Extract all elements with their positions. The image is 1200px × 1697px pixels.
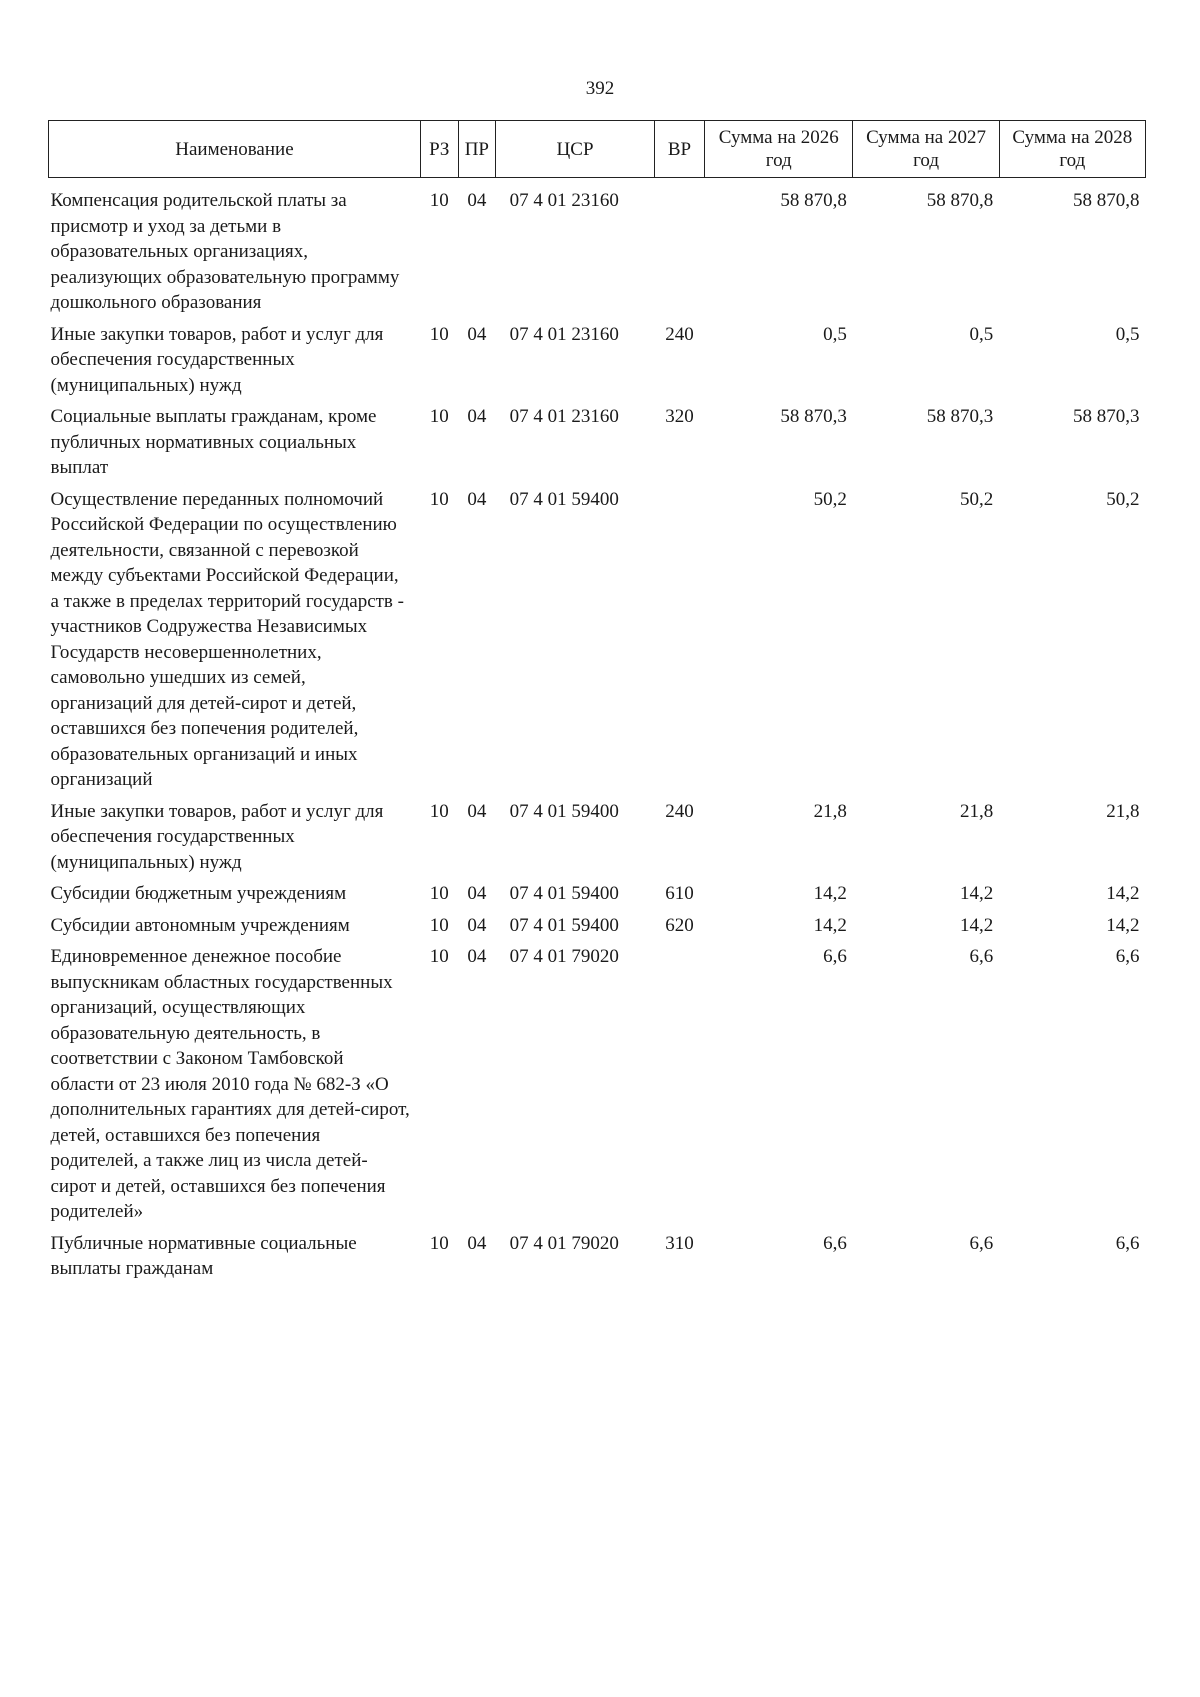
cell-sum-2028: 14,2 — [1106, 883, 1140, 904]
cell-vr: 240 — [665, 800, 694, 822]
cell-pr: 04 — [467, 406, 487, 427]
cell-sum-2026: 0,5 — [823, 323, 847, 345]
cell-pr: 04 — [467, 323, 487, 345]
cell-name: Иные закупки товаров, работ и услуг для обеспечения государственных (муниципальных) нужд — [50, 323, 384, 396]
cell-sum-2027: 21,8 — [959, 800, 994, 822]
cell-sum-2026: 6,6 — [823, 946, 847, 967]
table-row — [49, 322, 1146, 405]
table-row — [49, 944, 1146, 1231]
cell-pr: 04 — [467, 946, 487, 967]
cell-sum-2027: 14,2 — [959, 883, 994, 904]
table-row — [49, 799, 1146, 882]
header-sum-2028: Сумма на 2028 год — [999, 121, 1145, 178]
table-header — [49, 121, 1146, 178]
cell-name: Субсидии автономным учреждениям — [50, 914, 350, 936]
cell-sum-2027: 6,6 — [969, 1232, 994, 1254]
cell-sum-2028: 21,8 — [1106, 800, 1140, 822]
cell-csr: 07 4 01 79020 — [509, 1232, 619, 1254]
cell-vr: 310 — [665, 1232, 694, 1254]
table-row — [49, 404, 1146, 487]
cell-rz: 10 — [429, 488, 449, 510]
cell-vr: 610 — [665, 883, 694, 904]
cell-sum-2026: 14,2 — [813, 883, 847, 904]
cell-sum-2026: 58 870,3 — [780, 406, 847, 427]
cell-rz: 10 — [429, 800, 449, 822]
table-body — [49, 178, 1146, 1288]
cell-csr: 07 4 01 59400 — [509, 883, 619, 904]
cell-vr — [654, 944, 704, 1231]
cell-name: Публичные нормативные социальные выплаты гражданам — [50, 1232, 357, 1279]
cell-csr: 07 4 01 23160 — [509, 406, 619, 427]
cell-pr: 04 — [467, 1232, 487, 1254]
cell-pr: 04 — [467, 488, 487, 510]
cell-vr: 320 — [665, 406, 694, 427]
cell-sum-2028: 6,6 — [1115, 1232, 1140, 1254]
cell-sum-2028: 58 870,3 — [1073, 406, 1140, 427]
cell-csr: 07 4 01 59400 — [509, 914, 619, 936]
budget-table — [48, 120, 1146, 1288]
cell-csr: 07 4 01 59400 — [509, 488, 619, 510]
cell-name: Компенсация родительской платы за присмотр и уход за детьми в образовательных организациях, реализующих образовательную программу дошкольного образования — [50, 190, 400, 313]
cell-name: Осуществление переданных полномочий Российской Федерации по осуществлению деятельности, связанной с перевозкой между субъектами Российской Федерации, а также в пределах территорий государств - участников Содружества Независимых Государств несовершеннолетних, самовольно ушедших из семей, организаций для детей-сирот и детей, оставшихся без попечения родителей, образовательных организаций и иных организаций — [50, 488, 404, 790]
header-rz: РЗ — [420, 121, 458, 178]
cell-sum-2028: 14,2 — [1106, 914, 1140, 936]
cell-sum-2026: 58 870,8 — [780, 190, 847, 211]
cell-rz: 10 — [429, 1232, 449, 1254]
cell-vr — [654, 178, 704, 322]
cell-rz: 10 — [429, 883, 449, 904]
cell-rz: 10 — [429, 406, 449, 427]
cell-rz: 10 — [429, 323, 449, 345]
cell-rz: 10 — [429, 914, 449, 936]
cell-csr: 07 4 01 23160 — [509, 190, 619, 211]
cell-sum-2026: 21,8 — [813, 800, 847, 822]
cell-sum-2027: 6,6 — [969, 946, 994, 967]
cell-pr: 04 — [467, 190, 487, 211]
header-csr: ЦСР — [496, 121, 655, 178]
cell-sum-2027: 0,5 — [969, 323, 994, 345]
cell-name: Субсидии бюджетным учреждениям — [50, 883, 347, 904]
header-vr: ВР — [654, 121, 704, 178]
table-row — [49, 178, 1146, 322]
header-sum-2027: Сумма на 2027 год — [853, 121, 999, 178]
cell-rz: 10 — [429, 946, 449, 967]
cell-vr: 240 — [665, 323, 694, 345]
header-sum-2026: Сумма на 2026 год — [705, 121, 853, 178]
cell-sum-2027: 58 870,8 — [926, 190, 994, 211]
cell-sum-2026: 6,6 — [823, 1232, 847, 1254]
cell-vr — [654, 487, 704, 799]
cell-pr: 04 — [467, 883, 487, 904]
table-row — [49, 487, 1146, 799]
table-row — [49, 1231, 1146, 1288]
cell-sum-2026: 14,2 — [813, 914, 847, 936]
cell-sum-2027: 50,2 — [959, 488, 994, 510]
page-number: 392 — [585, 78, 615, 99]
cell-name: Единовременное денежное пособие выпускникам областных государственных организаций, осуществляющих образовательную деятельность, в соответствии с Законом Тамбовской области от 23 июля 2010 года № 682-З «О дополнительных гарантиях для детей-сирот, детей, оставшихся без попечения родителей, а также лиц из числа детей-сирот и детей, оставшихся без попечения родителей» — [50, 946, 410, 1222]
cell-csr: 07 4 01 79020 — [509, 946, 619, 967]
cell-name: Социальные выплаты гражданам, кроме публичных нормативных социальных выплат — [50, 406, 377, 478]
cell-sum-2027: 14,2 — [959, 914, 994, 936]
cell-sum-2027: 58 870,3 — [926, 406, 994, 427]
header-name: Наименование — [49, 121, 421, 178]
header-pr: ПР — [458, 121, 496, 178]
cell-pr: 04 — [467, 914, 487, 936]
cell-csr: 07 4 01 23160 — [509, 323, 619, 345]
cell-vr: 620 — [665, 914, 694, 936]
cell-sum-2026: 50,2 — [813, 488, 847, 510]
cell-sum-2028: 58 870,8 — [1073, 190, 1140, 211]
cell-name: Иные закупки товаров, работ и услуг для обеспечения государственных (муниципальных) нужд — [50, 800, 384, 873]
cell-sum-2028: 50,2 — [1106, 488, 1140, 510]
table-row — [49, 881, 1146, 913]
table-row — [49, 913, 1146, 945]
cell-sum-2028: 0,5 — [1115, 323, 1140, 345]
cell-rz: 10 — [429, 190, 449, 211]
cell-sum-2028: 6,6 — [1115, 946, 1140, 967]
cell-pr: 04 — [467, 800, 487, 822]
cell-csr: 07 4 01 59400 — [509, 800, 619, 822]
